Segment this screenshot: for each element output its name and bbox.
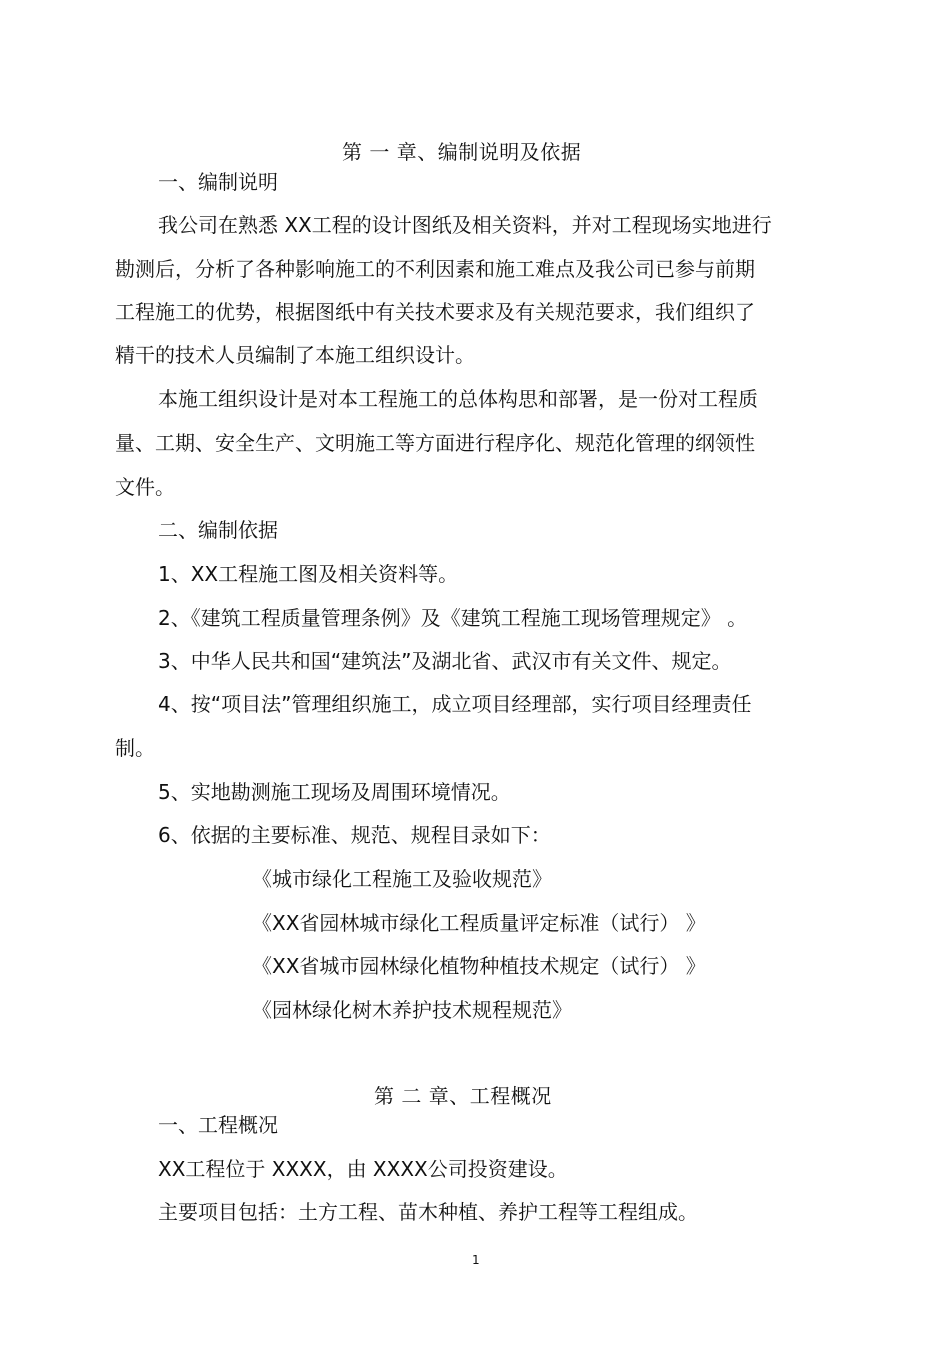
list-item: 1、XX工程施工图及相关资料等。 <box>158 562 459 586</box>
paragraph-line: 我公司在熟悉 XX工程的设计图纸及相关资料，并对工程现场实地进行 <box>158 213 772 237</box>
paragraph-line: 文件。 <box>115 475 175 499</box>
section-heading-project-overview: 一、工程概况 <box>158 1113 278 1137</box>
list-item: 制。 <box>115 736 155 760</box>
standard-title: 《XX省园林城市绿化工程质量评定标准（试行） 》 <box>252 911 706 935</box>
chapter1-title: 第 一 章、编制说明及依据 <box>342 140 582 164</box>
paragraph-line: 勘测后，分析了各种影响施工的不利因素和施工难点及我公司已参与前期 <box>115 257 755 281</box>
paragraph-line: 工程施工的优势，根据图纸中有关技术要求及有关规范要求，我们组织了 <box>115 300 755 324</box>
list-item: 2、《建筑工程质量管理条例》及《建筑工程施工现场管理规定》 。 <box>158 606 748 630</box>
chapter2-title: 第 二 章、工程概况 <box>374 1084 552 1108</box>
section-heading-compile-basis: 二、编制依据 <box>158 518 278 542</box>
standard-title: 《园林绿化树木养护技术规程规范》 <box>252 998 572 1022</box>
list-item: 4、按“项目法”管理组织施工，成立项目经理部，实行项目经理责任 <box>158 692 752 716</box>
paragraph-line: 主要项目包括：土方工程、苗木种植、养护工程等工程组成。 <box>158 1200 698 1224</box>
standard-title: 《城市绿化工程施工及验收规范》 <box>252 867 552 891</box>
paragraph-line: 本施工组织设计是对本工程施工的总体构思和部署，是一份对工程质 <box>158 387 758 411</box>
standard-title: 《XX省城市园林绿化植物种植技术规定（试行） 》 <box>252 954 706 978</box>
list-item: 3、中华人民共和国“建筑法”及湖北省、武汉市有关文件、规定。 <box>158 649 732 673</box>
list-item: 5、实地勘测施工现场及周围环境情况。 <box>158 780 511 804</box>
paragraph-line: 精干的技术人员编制了本施工组织设计。 <box>115 343 475 367</box>
list-item: 6、依据的主要标准、规范、规程目录如下： <box>158 823 551 847</box>
paragraph-line: 量、工期、安全生产、文明施工等方面进行程序化、规范化管理的纲领性 <box>115 431 755 455</box>
section-heading-compile-notes: 一、编制说明 <box>158 170 278 194</box>
paragraph-line: XX工程位于 XXXX，由 XXXX公司投资建设。 <box>158 1157 568 1181</box>
page-number: 1 <box>472 1253 480 1267</box>
